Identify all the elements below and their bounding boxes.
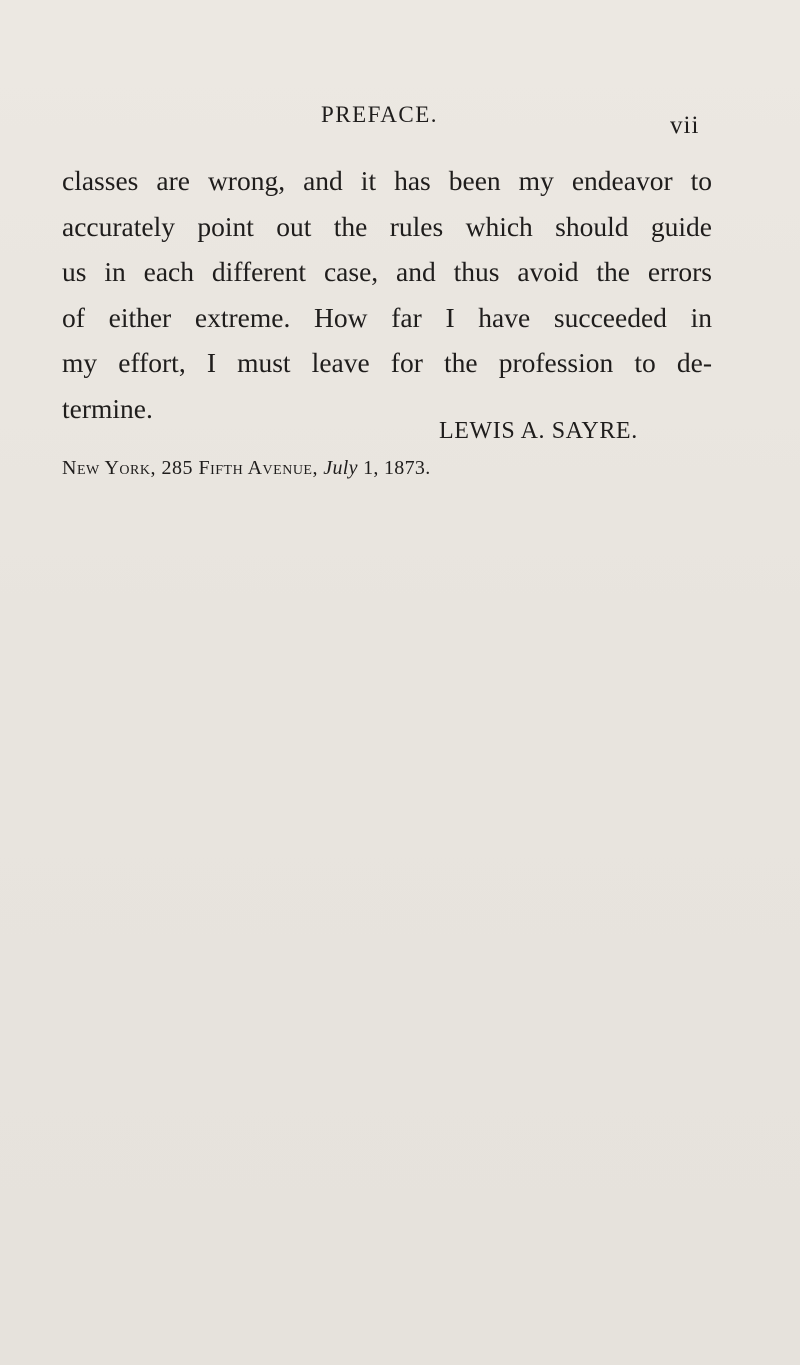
text-line: of either extreme. How far I have succeeded in: [62, 301, 712, 333]
text-line: termine.: [62, 392, 153, 424]
dateline-place: New York, 285 Fifth Avenue,: [62, 457, 318, 479]
text-line: accurately point out the rules which should guide: [62, 210, 712, 242]
text-line: us in each different case, and thus avoid the errors: [62, 256, 712, 288]
text-line: my effort, I must leave for the profession to de-: [62, 347, 712, 379]
running-title: PREFACE.: [321, 102, 439, 127]
author-signature: LEWIS A. SAYRE.: [439, 418, 638, 444]
text-line: classes are wrong, and it has been my endeavor to: [62, 165, 712, 196]
running-head: [0, 102, 800, 142]
dateline: [62, 457, 431, 480]
page-number: vii: [670, 112, 700, 139]
dateline-date: 1, 1873.: [357, 457, 431, 479]
preface-paragraph: [62, 158, 712, 432]
dateline-month: July: [323, 457, 358, 479]
